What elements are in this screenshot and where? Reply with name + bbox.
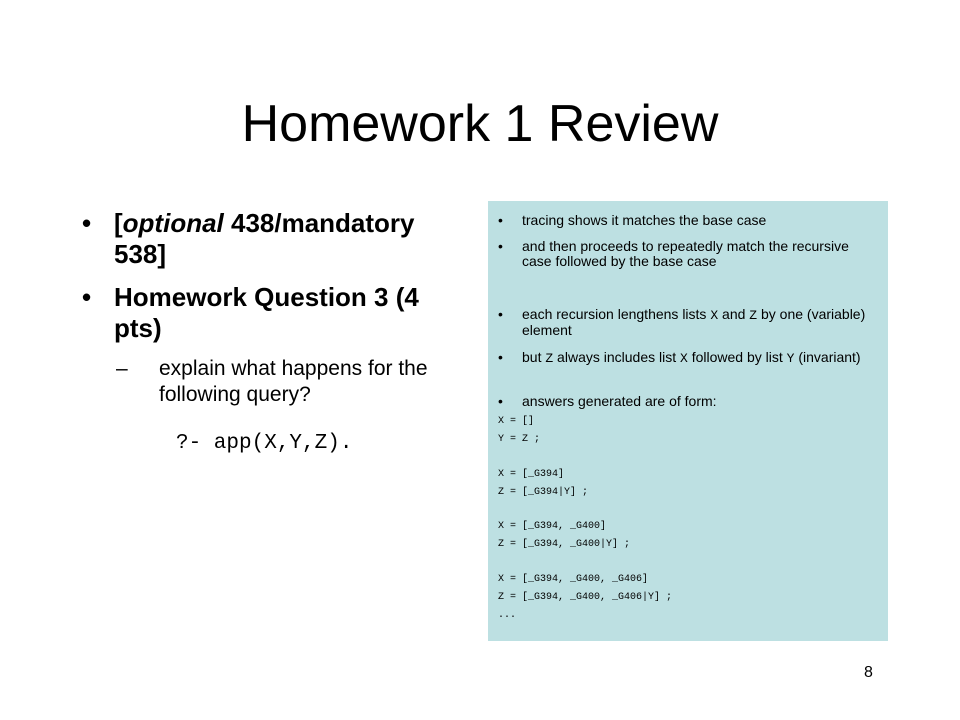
- right-bullet-3: [498, 306, 878, 338]
- code-line: Z = [_G394, _G400|Y] ;: [498, 539, 631, 550]
- code-line: X = [_G394, _G400, _G406]: [498, 574, 649, 585]
- homework-question-text: Homework Question 3 (4 pts): [114, 282, 419, 343]
- r3-text-a: each recursion lengthens lists: [522, 306, 711, 322]
- code-line: Z = [_G394, _G400, _G406|Y] ;: [498, 592, 673, 603]
- r4-text-b: always includes list: [553, 349, 680, 365]
- bullet-dot: •: [498, 393, 503, 409]
- right-bullet-2-text: and then proceeds to repeatedly match the recursive case followed by the base case: [522, 238, 849, 269]
- right-bullet-2: [498, 238, 878, 269]
- right-bullet-5: [498, 393, 878, 409]
- mandatory-text: 438/mandatory 538]: [114, 208, 415, 269]
- code-line: ...: [498, 610, 517, 621]
- r4-text-a: but: [522, 349, 546, 365]
- bullet-dot: •: [498, 212, 503, 228]
- bullet-dot: •: [82, 282, 92, 312]
- optional-text: optional: [122, 208, 224, 238]
- r4-text-d: (invariant): [794, 349, 861, 365]
- right-bullet-1-text: tracing shows it matches the base case: [522, 212, 767, 228]
- bullet-optional-mandatory: [82, 208, 472, 270]
- bullet-dot: •: [498, 306, 503, 322]
- var-y: Y: [786, 351, 795, 366]
- bullet-dot: •: [82, 208, 92, 238]
- bracket-open: [: [114, 208, 123, 238]
- right-bullet-4: [498, 349, 878, 366]
- var-z: Z: [545, 351, 554, 366]
- right-bullet-1: [498, 212, 878, 228]
- var-x: X: [680, 351, 688, 366]
- dash-mark: –: [116, 357, 128, 380]
- prolog-query: ?- app(X,Y,Z).: [176, 432, 353, 455]
- sub-bullet-explain: [82, 356, 472, 408]
- slide-title: Homework 1 Review: [241, 95, 719, 153]
- code-line: X = [_G394, _G400]: [498, 521, 607, 532]
- code-line: X = []: [498, 416, 535, 427]
- var-x: X: [710, 308, 719, 323]
- code-line: Y = Z ;: [498, 434, 541, 445]
- r4-text-c: followed by list: [687, 349, 787, 365]
- r3-text-b: and: [718, 306, 750, 322]
- bullet-homework-question: [82, 282, 472, 344]
- explain-text: explain what happens for the following query?: [159, 357, 428, 406]
- explanation-box: [488, 201, 888, 641]
- code-line: Z = [_G394|Y] ;: [498, 487, 589, 498]
- code-line: X = [_G394]: [498, 469, 565, 480]
- left-content: [82, 208, 472, 408]
- r3-text-c: by one (variable) element: [522, 306, 866, 338]
- page-number: 8: [864, 664, 873, 681]
- right-bullet-5-text: answers generated are of form:: [522, 393, 717, 409]
- bullet-dot: •: [498, 349, 503, 365]
- var-z: Z: [749, 308, 758, 323]
- bullet-dot: •: [498, 238, 503, 254]
